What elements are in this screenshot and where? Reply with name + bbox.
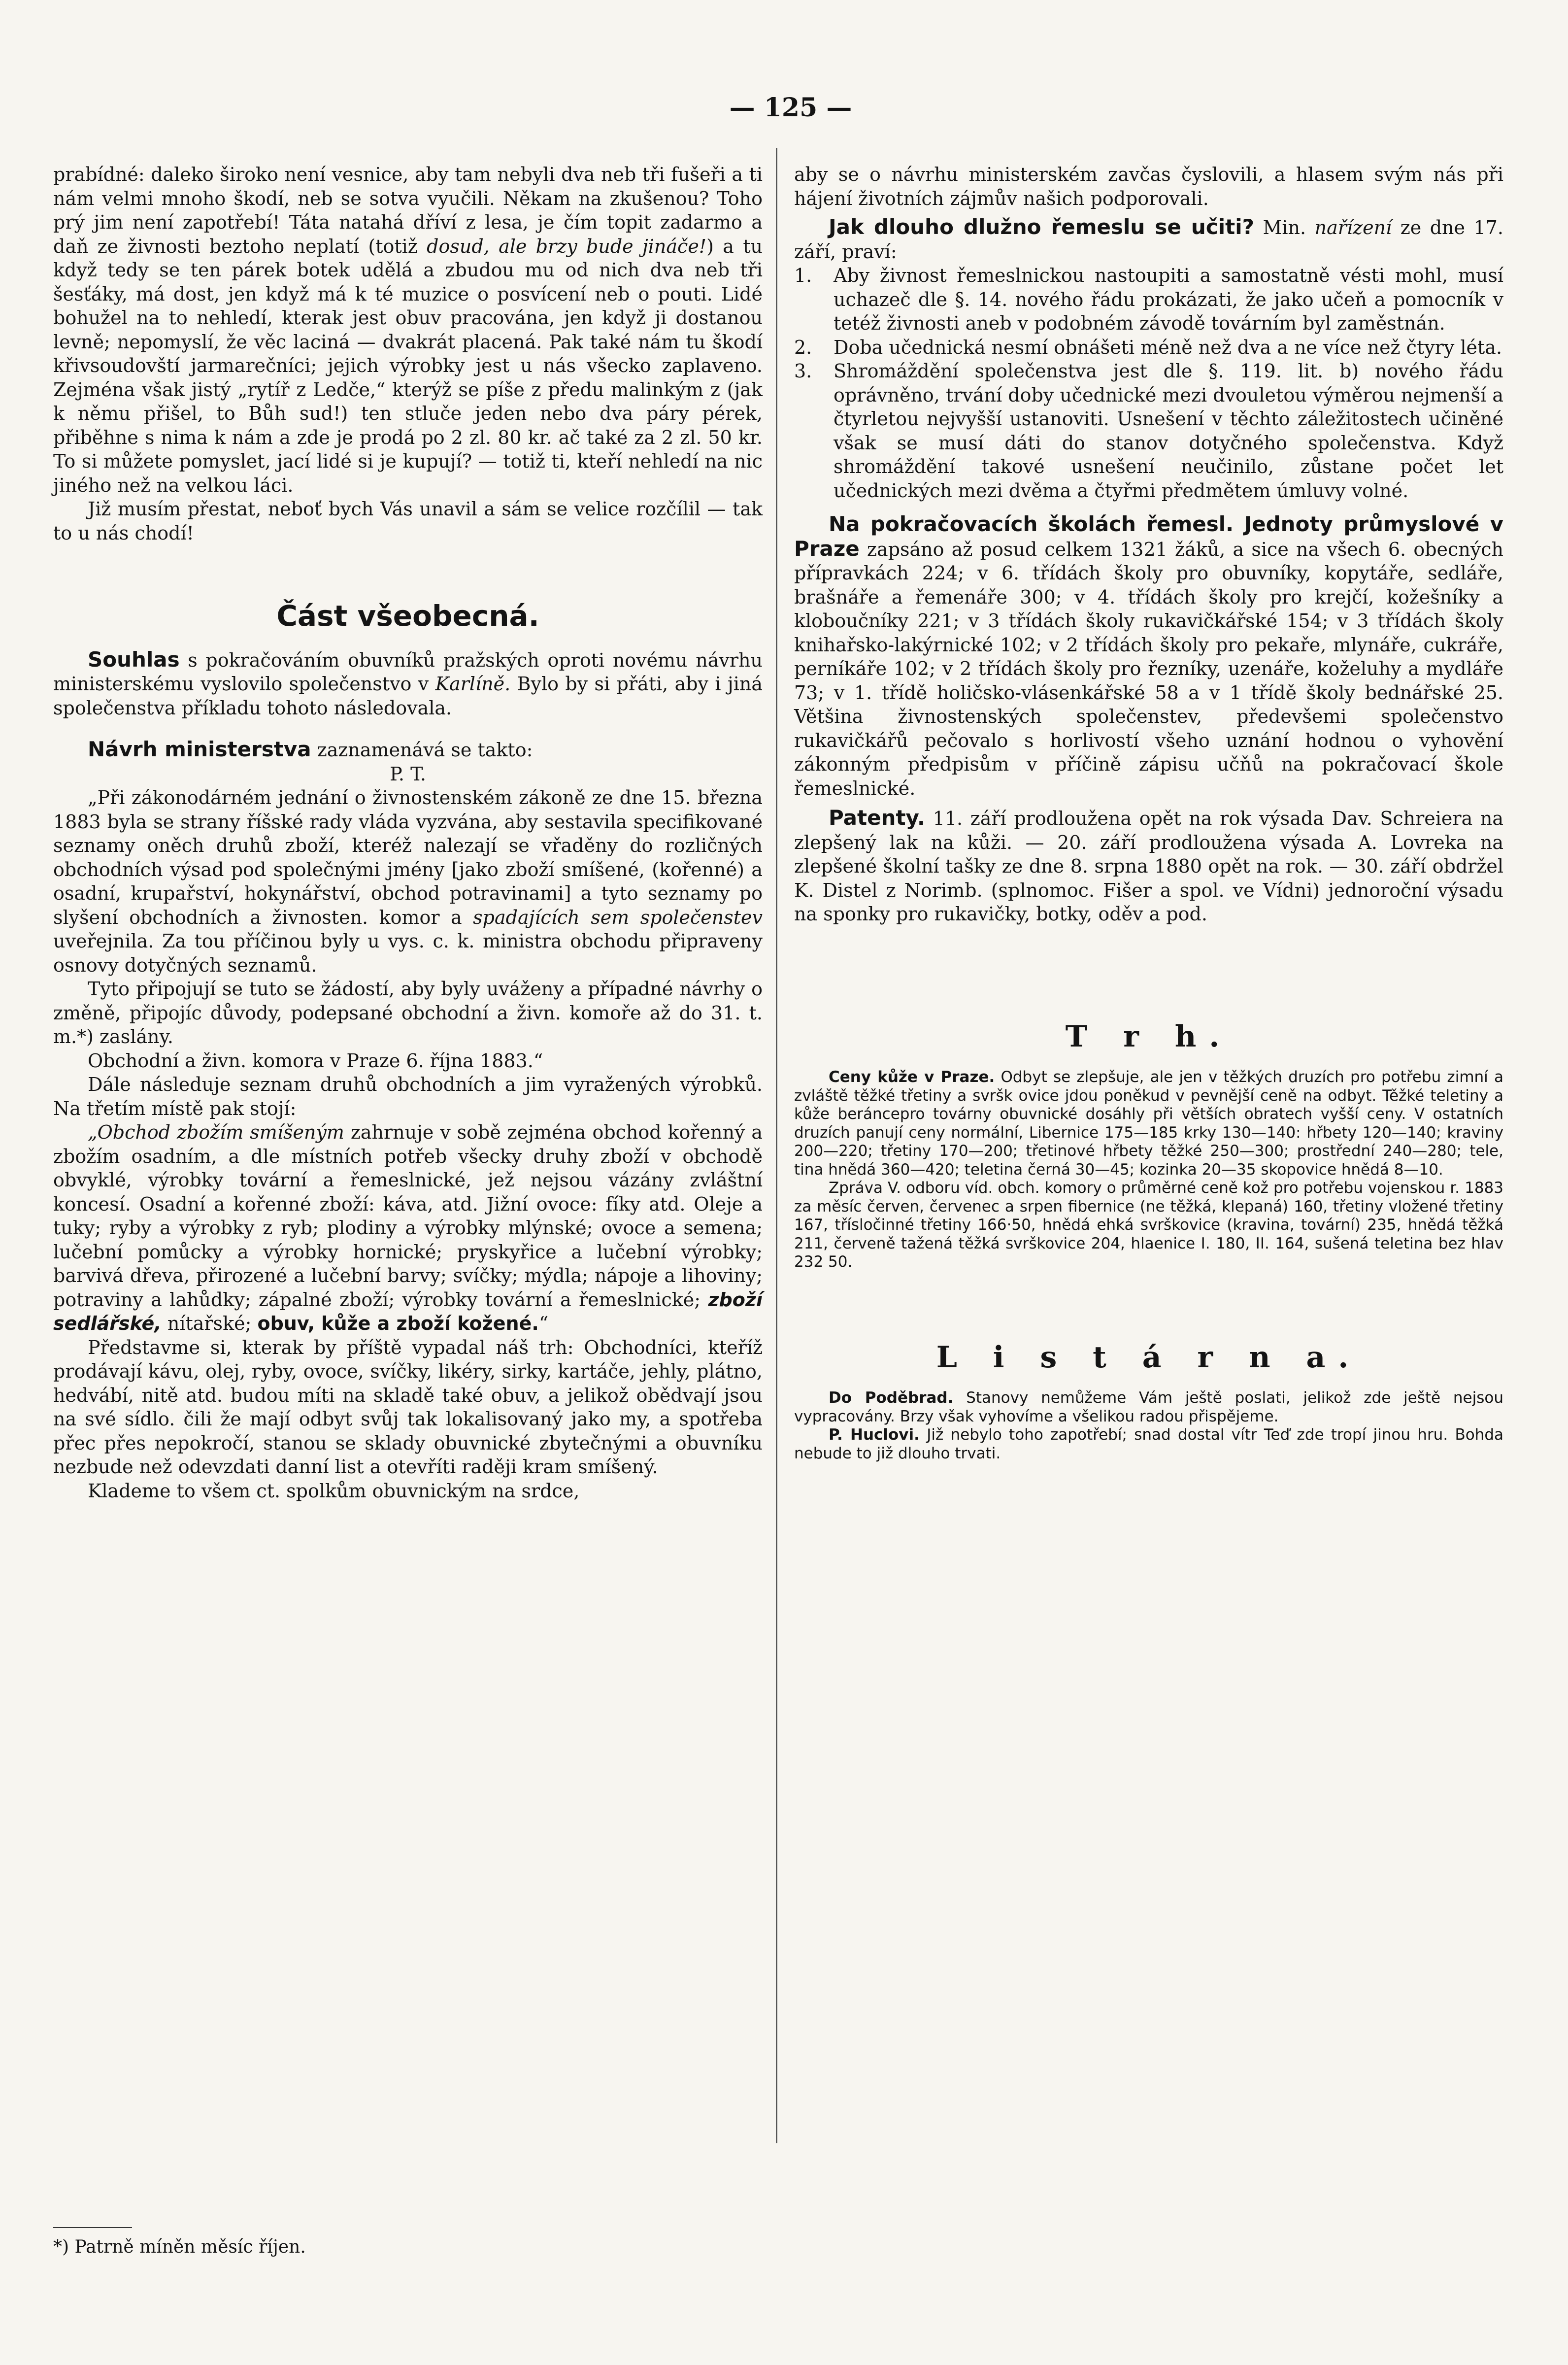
patents-article: Patenty. 11. září prodloužena opět na rok výsada Dav. Schreiera na zlepšený lak na kůži. — 20. září prodloužena výsada A. Lovreka na zlepšené školní tašky ze dne 8. srpna 1880 opět na rok. — 30. září obdržel K. Distel z Norimb. (splnomoc. Fišer a spol. ve Vídni) jednoroční výsadu na sponky pro rukavičky, botky, oděv a pod.: [794, 806, 1503, 925]
left-column: [53, 163, 763, 1503]
market-section-title: T r h.: [1065, 1019, 1233, 1054]
letter-closing: Již musím přestat, neboť bych Vás unavil a sám se velice rozčílil — tak to u nás chodí!: [53, 498, 763, 544]
market-scenario: Představme si, kterak by příště vypadal náš trh: Obchodníci, kteříž prodávají kávu, olej, ryby, ovoce, svíčky, likéry, sirky, kartáče, jehly, plátno, hedvábí, nitě atd. budou míti na skladě také obuv, a jelikož obědvají jsou na své sídlo. čili že mají odbyt svůj tak lokalisovaný jako my, a spotřeba přec přes nepokročí, stanou se sklady obuvnické zbytečnými a obuvníku nezbude než odevzdati danní list a otevříti raději kram smíšený.: [53, 1336, 763, 1478]
list-intro: Dále následuje seznam druhů obchodních a jim vyražených výrobků. Na třetím místě pak stojí:: [53, 1074, 763, 1119]
military-leather-report: Zpráva V. odboru víd. obch. komory o průměrné ceně kož pro potřebu vojenskou r. 1883 za měsíc červen, červenec a srpen fibernice (ne těžká, klepaná) 160, třetiny vložené třetiny 167, třísločinné třetiny 166·50, hnědá ehká svrškovice (kravina, tovární) 235, hnědá těžká 211, červeně tažená těžká svrškovice 204, hlaenice I. 180, II. 164, sušená teletina bez hlav 232 50.: [794, 1179, 1503, 1271]
list-item: 3. Shromáždění společenstva jest dle §. 119. lit. b) nového řádu oprávněno, trvání doby učednické mezi dvouletou výměrou nejmenší a čtyrletou nejvyšší ustanoviti. Usnešení v těchto záležitostech učiněné však se musí dáti do stanov dotyčného společenstva. Když shromáždění takové usnešení neučinilo, zůstane počet let učednických mezi dvěma a čtyřmi předmětem úmluvy volné.: [794, 360, 1503, 502]
ministry-quote-2: Tyto připojují se tuto se žádostí, aby byly uváženy a případné návrhy o změně, připojíc důvody, podepsané obchodní a živn. komoře až do 31. t. m.*) zaslány.: [53, 978, 763, 1047]
apprenticeship-article: Jak dlouho dlužno řemeslu se učiti? Min. nařízení ze dne 17. září, praví:: [794, 215, 1503, 263]
appeal-continuation: aby se o návrhu ministerském zavčas čyslovili, a hlasem svým nás při hájení životních zájmův našich podporovali.: [794, 164, 1503, 209]
column-divider: [776, 148, 777, 2143]
correspondence-section-title: L i s t á r n a.: [936, 1340, 1362, 1375]
section-title: Část všeobecná.: [276, 599, 539, 633]
footnote: *) Patrně míněn měsíc říjen.: [53, 2237, 306, 2257]
correspondence-item: Do Poděbrad. Stanovy nemůžeme Vám ještě poslati, jelikož zde ještě nejsou vypracovány. Brzy však vyhovíme a všelikou radou přispějeme.: [794, 1389, 1504, 1425]
souhlas-article: Souhlas s pokračováním obuvníků pražských oproti novému návrhu ministerskému vyslovilo společenstvo v Karlíně. Bylo by si přáti, aby i jiná společenstva příkladu tohoto následovala.: [53, 647, 763, 719]
appeal: Klademe to všem ct. spolkům obuvnickým na srdce,: [88, 1480, 580, 1502]
mixed-goods-definition: „Obchod zbožím smíšeným zahrnuje v sobě zejména obchod kořenný a zbožím osadním, a dle místních potřeb všecky druhy zboží v obchodě obvyklé, výrobky tovární a řemeslnické, jež nejsou vázány zvláštní koncesí. Osadní a kořenné zboží: káva, atd. Jižní ovoce: fíky atd. Oleje a tuky; ryby a výrobky z ryb; plodiny a výrobky mlýnské; ovoce a semena; lučební pomůcky a výrobky hornické; pryskyřice a lučební výrobky; barvivá dřeva, přirozené a lučební barvy; svíčky; mýdla; nápoje a lihoviny; potraviny a lahůdky; zápalné zboží; výrobky tovární a řemeslnické; zboží sedlářské, nítařské; obuv, kůže a zboží kožené.“: [53, 1121, 763, 1334]
right-column: [794, 163, 1503, 1463]
letter-continuation: prabídné: daleko široko není vesnice, aby tam nebyli dva neb tři fušeři a ti nám velmi mnoho škodí, neb se sotva vyučili. Někam na zkušenou? Toho prý jim není zapotřebí! Táta natahá dříví z lesa, je čím topit zadarmo a daň ze živnosti beztoho neplatí (totiž dosud, ale brzy bude jináče!) a tu když tedy se ten párek botek udělá a zbudou mu od nich dva neb tři šesťáky, má dost, jen když má k té muzice o posvícení neb o pouti. Lidé bohužel na to nehledí, kterak jest obuv pracována, jen když ji dostanou levně; nepomyslí, že věc laciná — dvakrát placená. Pak také nám tu škodí křivsoudovští jarmarečníci; jejich výrobky jest u nás všecko zaplaveno. Zejména však jistý „rytíř z Ledče,“ kterýž se píše z předu malinkým z (jak k němu přišel, to Bůh sud!) ten stluče jeden nebo dva páry pérek, přiběhne s nima k nám a zde je prodá po 2 zl. 80 kr. ač také za 2 zl. 50 kr. To si můžete pomyslet, jací lidé si je kupují? — totiž ti, kteří nehledí na nic jiného než na velkou láci.: [53, 164, 763, 496]
page-number: — 125 —: [729, 93, 852, 123]
correspondence-item: P. Huclovi. Již nebylo toho zapotřebí; snad dostal vítr Teď zde tropí jinou hru. Bohda nebude to již dlouho trvati.: [794, 1426, 1503, 1462]
list-item: 2. Doba učednická nesmí obnášeti méně než dva a ne více než čtyry léta.: [794, 336, 1502, 358]
ministry-signature: Obchodní a živn. komora v Praze 6. října 1883.“: [88, 1049, 543, 1072]
schools-article: Na pokračovacích školách řemesl. Jednoty průmyslové v Praze zapsáno až posud celkem 1321 žáků, a sice na všech 6. obecných přípravkách 224; v 6. třídách školy pro obuvníky, kopytáře, sedláře, brašnáře a řemenáře 300; v 4. třídách školy pro krejčí, kožešníky a kloboučníky 221; v 3 třídách školy rukavičkářské 154; v 3 třídách školy knihařsko-lakýrnické 102; v 2 třídách školy pro pekaře, mlynáře, cukráře, perníkáře 102; v 2 třídách školy pro řezníky, uzenáře, koželuhy a mydláře 73; v 1. třídě holičsko-vlásenkářské 58 a v 1 třídě školy bednářské 25. Většina živnostenských společenstev, předevšemi společenstvo rukavičkářů pečovalo s horlivostí všeho uznání hodnou o vyhovění zákonným předpisům v příčině zápisu učňů na pokračovací škole řemeslnické.: [794, 512, 1503, 799]
footnote-rule: [53, 2227, 132, 2228]
pt-salutation: P. T.: [390, 763, 426, 785]
ministry-quote: „Při zákonodárném jednání o živnostenském zákoně ze dne 15. března 1883 byla se strany říšské rady vláda vyzvána, aby sestavila specifikované seznamy oněch druhů zboží, kteréž nalezají se vřaděny do rozličných obchodních výsad pod společnými jmény [jako zboží smíšené, (kořenné) a osadní, krupařství, hokynářství, obchod potravinami] a tyto seznamy po slyšení obchodních a živnosten. komor a spadajících sem společenstev uveřejnila. Za tou příčinou byly u vys. c. k. ministra obchodu připraveny osnovy dotyčných seznamů.: [53, 787, 763, 976]
leather-prices: Ceny kůže v Praze. Odbyt se zlepšuje, ale jen v těžkých druzích pro potřebu zimní a zvláště těžké třetiny a svršk ovice jdou poněkud v pevnější ceně na odbyt. Těžké teletiny a kůže beráncepro továrny obuvnické dosáhly při větších obratech vyšší ceny. V ostatních druzích panují ceny normální, Libernice 175—185 krky 130—140: hřbety 120—140; kraviny 200—220; třetiny 170—200; třetinové hřbety těžké 250—300; prostřední 240—280; tele, tina hnědá 360—420; teletina černá 30—45; kozinka 20—35 skopovice hnědá 8—10.: [794, 1068, 1503, 1179]
list-item: 1. Aby živnost řemeslnickou nastoupiti a samostatně vésti mohl, musí uchazeč dle §. 14. nového řádu prokázati, že jako učeň a pomocník v tetéž živnosti aneb v podobném závodě továrním byl zaměstnán.: [794, 265, 1503, 334]
navrh-article-lead: Návrh ministerstva zaznamenává se takto:: [88, 737, 533, 761]
